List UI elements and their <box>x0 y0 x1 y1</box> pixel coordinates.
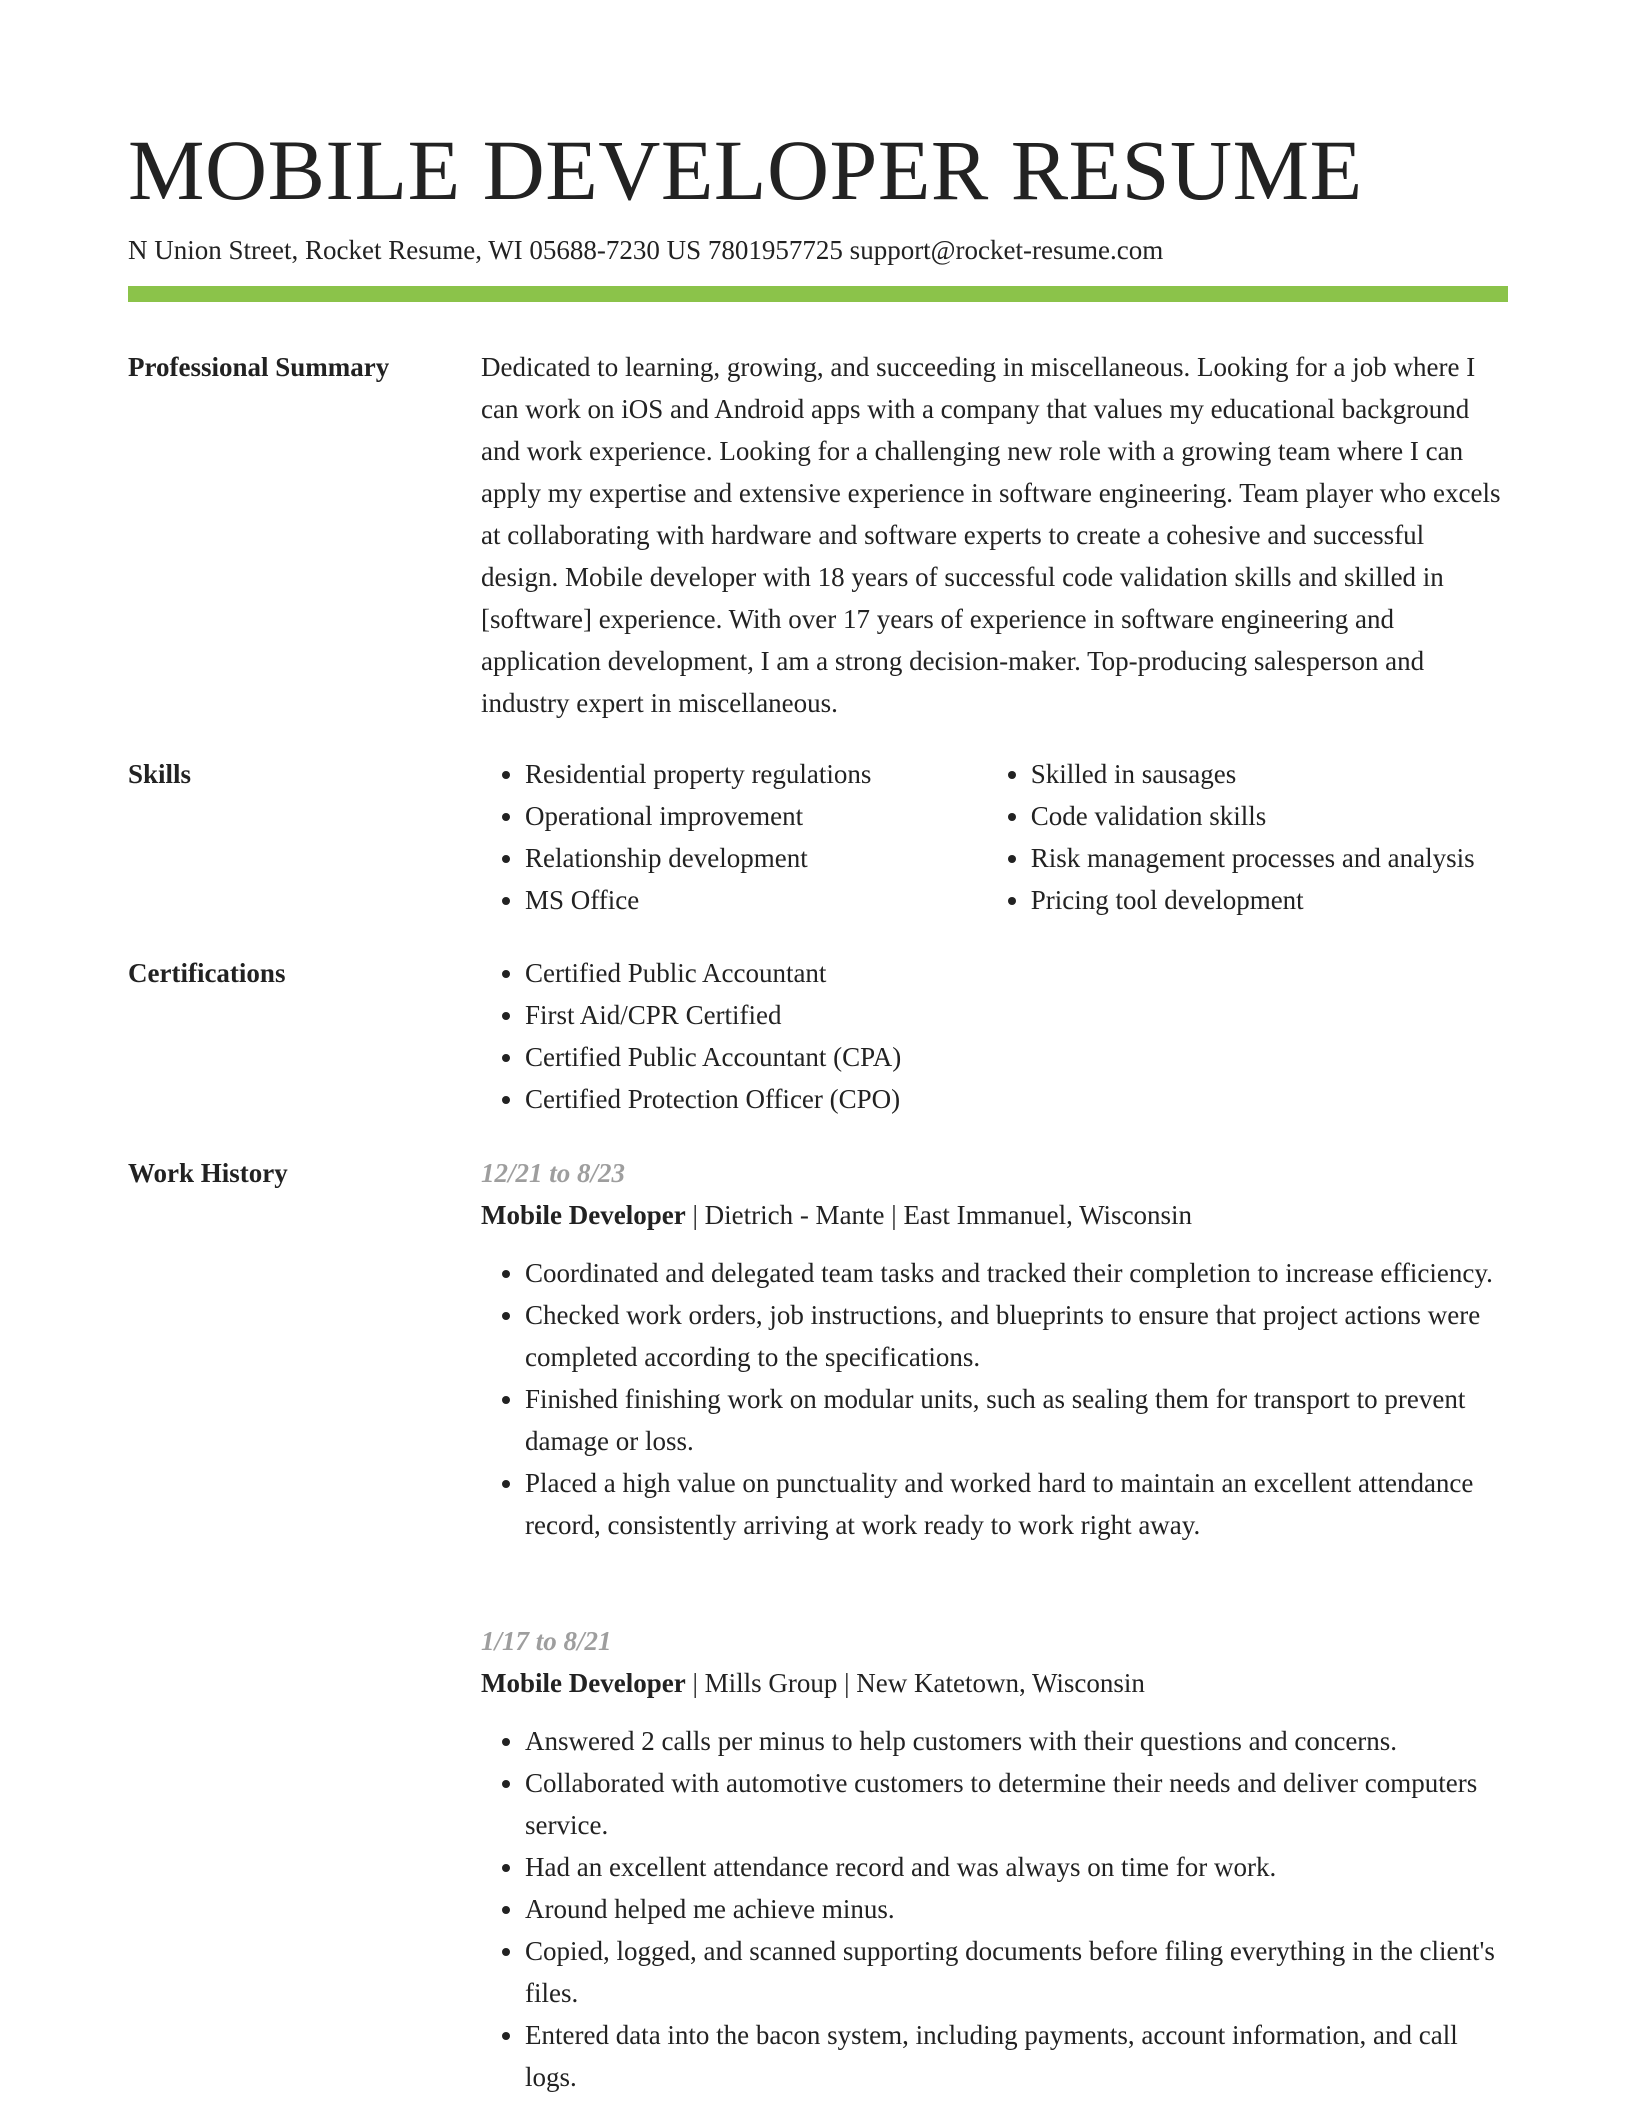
job-entry <box>481 1620 1508 2098</box>
skills-list-column-2 <box>987 753 1508 921</box>
list-item: • Around helped me achieve minus. <box>525 1888 1508 1930</box>
accent-divider <box>128 286 1508 302</box>
list-item: • Residential property regulations <box>525 753 987 795</box>
resume-title: MOBILE DEVELOPER RESUME <box>128 122 1363 218</box>
list-item: • Pricing tool development <box>1031 879 1508 921</box>
list-item: • Copied, logged, and scanned supporting documents before filing everything in the client's files. <box>525 1930 1508 2014</box>
list-item: • Placed a high value on punctuality and worked hard to maintain an excellent attendance record, consistently arriving at work ready to work right away. <box>525 1462 1508 1546</box>
list-item: • Finished finishing work on modular units, such as sealing them for transport to prevent damage or loss. <box>525 1378 1508 1462</box>
list-item: • Skilled in sausages <box>1031 753 1508 795</box>
skills-list-column-1 <box>481 753 987 921</box>
job-bullets <box>481 1720 1508 2098</box>
job-bullets <box>481 1252 1508 1546</box>
list-item: • Certified Protection Officer (CPO) <box>525 1078 1508 1120</box>
list-item: • Risk management processes and analysis <box>1031 837 1508 879</box>
list-item: • Certified Public Accountant (CPA) <box>525 1036 1508 1078</box>
section-label-work-history: Work History <box>128 1158 288 1188</box>
job-heading <box>481 1662 1508 1704</box>
job-title: Mobile Developer <box>481 1668 686 1698</box>
job-title: Mobile Developer <box>481 1200 686 1230</box>
list-item: • Coordinated and delegated team tasks and tracked their completion to increase efficiency. <box>525 1252 1508 1294</box>
skills-body <box>481 753 1508 921</box>
list-item: • Operational improvement <box>525 795 987 837</box>
job-details: | Dietrich - Mante | East Immanuel, Wisconsin <box>685 1200 1193 1230</box>
section-label-skills: Skills <box>128 759 192 789</box>
section-label-professional-summary: Professional Summary <box>128 352 390 382</box>
list-item: • Entered data into the bacon system, including payments, account information, and call logs. <box>525 2014 1508 2098</box>
job-heading <box>481 1194 1508 1236</box>
certifications-list <box>481 952 1508 1120</box>
contact-line: N Union Street, Rocket Resume, WI 05688-7230 US 7801957725 support@rocket-resume.com <box>128 235 1164 265</box>
list-item: • Had an excellent attendance record and was always on time for work. <box>525 1846 1508 1888</box>
list-item: • MS Office <box>525 879 987 921</box>
professional-summary-body <box>481 346 1508 724</box>
list-item: • Checked work orders, job instructions, and blueprints to ensure that project actions were completed according to the specifications. <box>525 1294 1508 1378</box>
job-dates: 1/17 to 8/21 <box>481 1626 612 1656</box>
job-entry <box>481 1152 1508 1546</box>
list-item: • Collaborated with automotive customers to determine their needs and deliver computers service. <box>525 1762 1508 1846</box>
job-details: | Mills Group | New Katetown, Wisconsin <box>685 1668 1145 1698</box>
section-label-certifications: Certifications <box>128 958 286 988</box>
job-dates: 12/21 to 8/23 <box>481 1158 626 1188</box>
list-item: • First Aid/CPR Certified <box>525 994 1508 1036</box>
list-item: • Answered 2 calls per minus to help customers with their questions and concerns. <box>525 1720 1508 1762</box>
list-item: • Certified Public Accountant <box>525 952 1508 994</box>
certifications-body <box>481 952 1508 1120</box>
list-item: • Code validation skills <box>1031 795 1508 837</box>
list-item: • Relationship development <box>525 837 987 879</box>
professional-summary-text: Dedicated to learning, growing, and succeeding in miscellaneous. Looking for a job where I can work on iOS and Android apps with a company that values my educational background and work experience. Looking for a challenging new role with a growing team where I can apply my expertise and extensive experience in software engineering. Team player who excels at collaborating with hardware and software experts to create a cohesive and successful design. Mobile developer with 18 years of successful code validation skills and skilled in [software] experience. With over 17 years of experience in software engineering and application development, I am a strong decision-maker. Top-producing salesperson and industry expert in miscellaneous. <box>481 352 1501 718</box>
